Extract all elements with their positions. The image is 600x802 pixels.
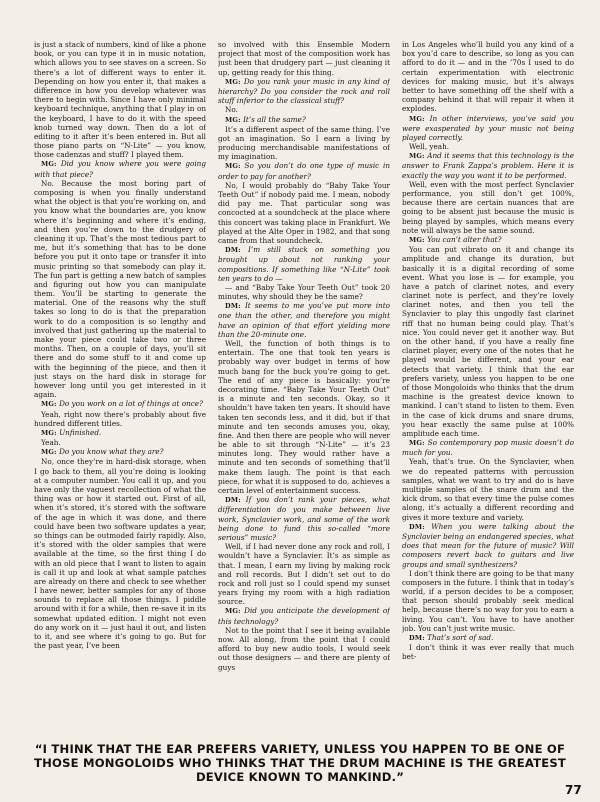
speaker-label: MG: — [225, 77, 241, 86]
pull-quote: “I THINK THAT THE EAR PREFERS VARIETY, UNLESS YOU HAPPEN TO BE ONE OF THOSE MONGOLOIDS WHO THINKS THAT THE DRUM MACHINE IS THE GREATEST DEVICE KNOWN TO MANKIND.” — [34, 742, 566, 784]
question-text: Did you anticipate the development of this technology? — [218, 606, 390, 626]
interview-question — [218, 301, 390, 339]
answer-paragraph: Well, the function of both things is to entertain. The one that took ten years is probably way over budget in terms of how much bang for the buck you’re going to get. The end of any piece is basically: you’re decorating time. “Baby Take Your Teeth Out” is a minute and ten seconds. Okay, so it shouldn’t have taken ten years. It should have taken ten seconds less, and it did, but if that minute and ten seconds amuses you, okay, fine. And then there are people who will never be able to sit through “N-Lite” — it’s 23 minutes long. They would rather have a minute and ten seconds of something that’ll make them laugh. The point is that each piece, for what it is supposed to do, achieves a certain level of entertainment success. — [218, 339, 390, 495]
answer-paragraph: No, once they’re in hard-disk storage, when I go back to them, all you’re doing is looking at a computer number. You call it up, and you have only the vaguest recollection of what the thing was or how it started out. First of all, when it’s stored, it’s stored with the software of the age in which it was done, and there could have been two software updates a year, so things can be outmoded fairly rapidly. Also, it’s stored with the older samples that were available at the time, so the first thing I do with an old piece that I want to listen to again is call it up and look at what sample patches are already on there and check to see whether I have newer, better samples for any of those sounds to replace all those things. I piddle around with it for a while, then re-save it in its somewhat updated edition. I might not even do any work on it — just haul it out, and listen to it, and see where it’s going to go. But for the past year, I’ve been — [34, 457, 206, 651]
column-1 — [34, 40, 206, 740]
answer-paragraph: I don’t think there are going to be that many composers in the future. I think that in today’s world, if a person decides to be a composer, that person should probably seek medical help, because there’s no way for you to earn a living. You can’t. You have to have another job. You can’t just write music. — [402, 568, 574, 633]
question-text: So contemporary pop music doesn’t do much for you. — [402, 438, 574, 458]
interview-question — [218, 115, 390, 125]
column-3 — [402, 40, 574, 740]
speaker-label: MG: — [409, 114, 425, 123]
interview-question — [218, 606, 390, 625]
question-text: It’s all the same? — [243, 114, 306, 124]
question-text: If you don’t rank your pieces, what differentiation do you make between live work, Synclavier work, and some of the work being done to fund this so-called “more serious” music? — [218, 495, 390, 542]
question-text: I’m still stuck on something you brought up about not ranking your compositions. If something like “N-Lite” took ten years to do — — [218, 245, 390, 283]
speaker-label: MG: — [41, 400, 57, 409]
interview-question — [34, 428, 206, 438]
question-text: Do you rank your music in any kind of hierarchy? Do you consider the rock and roll stuff inferior to the classical stuff? — [218, 76, 390, 106]
speaker-label: MG: — [41, 160, 57, 169]
speaker-label: MG: — [41, 428, 57, 437]
speaker-label: MG: — [409, 235, 425, 244]
answer-paragraph: Well, even with the most perfect Synclavier performance, you still don’t get 100%, because there are certain nuances that are going to be absent just because the music is being played by samples, which means every note will always be the same sound. — [402, 179, 574, 235]
question-text: Did you know where you were going with that piece? — [34, 159, 206, 179]
speaker-label: DM: — [225, 496, 241, 505]
interview-question — [34, 447, 206, 457]
speaker-label: DM: — [409, 522, 425, 531]
interview-question — [218, 161, 390, 180]
question-text: In other interviews, you’ve said you were exasperated by your music not being played correctly. — [402, 113, 574, 142]
speaker-label: MG: — [41, 448, 57, 457]
continued-paragraph: is just a stack of numbers, kind of like a phone book, or you can type it in in music notation, which allows you to see staves on a screen. So there’s a lot of different ways to enter it. Depending on how you enter it, that makes a difference in how you develop whatever was there to begin with. Since I have only minimal keyboard technique, anything that I play in on the keyboard, I have to do it with the speed knob turned way down. Then do a lot of editing to it after it’s been entered in. But all those piano parts on “N-Lite” — you know, those cadenzas and stuff? I played them. — [34, 40, 206, 160]
interview-question — [218, 77, 390, 106]
answer-paragraph: Yeah, right now there’s probably about five hundred different titles. — [34, 409, 206, 428]
question-text: So you don’t do one type of music in order to pay for another? — [218, 161, 390, 181]
question-text: Unfinished. — [59, 427, 102, 437]
question-text: You can’t alter that? — [427, 234, 502, 244]
question-text: When you were talking about the Synclavier being an endangered species, what does that mean for the future of music? Will composers revert back to guitars and live groups and small synthesizers? — [402, 521, 574, 569]
column-2 — [218, 40, 390, 740]
question-text: Do you work on a lot of things at once? — [59, 399, 203, 409]
interview-question — [402, 114, 574, 143]
speaker-label: MG: — [409, 439, 425, 448]
answer-paragraph: No, I would probably do “Baby Take Your Teeth Out” if nobody paid me. I mean, nobody did pay me. That particular song was concocted at a soundcheck at the place where this concert was taking place in Frankfurt. We played at the Alte Oper in 1982, and that song came from that soundcheck. — [218, 180, 390, 245]
interview-question — [34, 159, 206, 178]
speaker-label: MG: — [225, 162, 241, 171]
article-body — [34, 40, 574, 740]
speaker-label: DM: — [225, 246, 241, 255]
speaker-label: DM: — [409, 634, 425, 642]
answer-paragraph: I don’t think it was ever really that much bet- — [402, 643, 574, 662]
answer-paragraph: It’s a different aspect of the same thing. I’ve got an imagination. So I earn a living by producing merchandisable manifestations of my imagination. — [218, 124, 390, 162]
continued-paragraph: so involved with this Ensemble Modern project that most of the composition work has just been that drudgery part — just cleaning it up, getting ready for this thing. — [218, 40, 390, 77]
answer-paragraph: Not to the point that I see it being available now. All along, from the point that I could afford to buy new audio tools, I would seek out those designers — and there are plenty of guys — [218, 625, 390, 672]
interview-question — [402, 522, 574, 569]
question-text: It seems to me you’ve put more into one than the other, and therefore you might have an opinion of that effort yielding more than the 20-minute one. — [218, 301, 390, 339]
interview-question — [402, 633, 574, 643]
question-text: And it seems that this technology is the answer to Frank Zappa’s problem. Here it is exactly the way you want it to be performed. — [402, 151, 574, 180]
answer-paragraph: You can put vibrato on it and change its amplitude and change its duration, but basically it is a digital recording of some event. What you lose is — for example, you have a patch of clarinet notes, and every clarinet note is perfect, and they’re lovely clarinet notes, and then you tell the Synclavier to play this ungodly fast clarinet riff that no human being could play. That’s nice. You could never get it another way. But on the other hand, if you have a really fine clarinet player, every one of the notes that he played would be different, and your ear detects that variety. I think that the ear prefers variety, unless you happen to be one of those Mongoloids who thinks that the drum machine is the greatest device known to mankind. I can’t stand to listen to them. Even in the case of kick drums and snare drums, you hear exactly the same pulse at 100% amplitude each time. — [402, 245, 574, 438]
interview-question — [402, 438, 574, 457]
speaker-label: MG: — [409, 152, 425, 161]
interview-question — [402, 151, 574, 180]
speaker-label: MG: — [225, 607, 241, 616]
interview-question — [218, 495, 390, 542]
speaker-label: DM: — [225, 302, 241, 311]
question-text: That’s sort of sad. — [427, 633, 494, 642]
page-number: 77 — [565, 783, 582, 797]
answer-paragraph: Yeah, that’s true. On the Synclavier, when we do repeated patterns with percussion samples, what we want to try and do is have multiple samples of the snare drum and the kick drum, so that every time the pulse comes along, it’s actually a different recording and gives it more texture and variety. — [402, 457, 574, 522]
answer-paragraph: No. Because the most boring part of composing is when you finally understand what the object is that you’re working on, and you know what the boundaries are, you know where it’s beginning and where it’s ending, and then you’re down to the drudgery of cleaning it up. That’s the most tedious part to me, but it’s something that has to be done before you put it onto tape or transfer it into music printing so that somebody can play it. The fun part is getting a new batch of samples and figuring out how you can manipulate them. You’ll be starting to generate the material. One of the reasons why the stuff takes so long to do is that the preparation work to do a composition is so lengthy and involved that just gathering up the material to make your piece could take two or three months. Then, on a couple of days, you’ll sit there and do some stuff to it and come up with the beginning of the piece, and then it just stays on the hard disk in storage for however long until you get interested in it again. — [34, 178, 206, 400]
question-text: Do you know what they are? — [59, 447, 164, 457]
continued-paragraph: in Los Angeles who’ll build you any kind of a box you’d care to describe, so long as you can afford to do it — and in the ’70s I used to do certain experimentation with electronic devices for making music, but it’s always better to have something off the shelf with a company behind it that will repair it when it explodes. — [402, 40, 574, 114]
answer-paragraph: Well, if I had never done any rock and roll, I wouldn’t have a Synclavier. It’s as simple as that. I mean, I earn my living by making rock and roll records. But I didn’t set out to do rock and roll just so I could spend my sunset years frying my room with a high radiation source. — [218, 542, 390, 607]
answer-paragraph: No. — [225, 105, 238, 115]
interview-question — [34, 399, 206, 409]
interview-question — [402, 235, 574, 245]
speaker-label: MG: — [225, 115, 241, 124]
answer-paragraph: Well, yeah. — [409, 142, 450, 152]
interview-question — [218, 245, 390, 283]
answer-paragraph: Yeah. — [41, 438, 61, 448]
answer-paragraph: — and “Baby Take Your Teeth Out” took 20 minutes, why should they be the same? — [218, 282, 390, 302]
